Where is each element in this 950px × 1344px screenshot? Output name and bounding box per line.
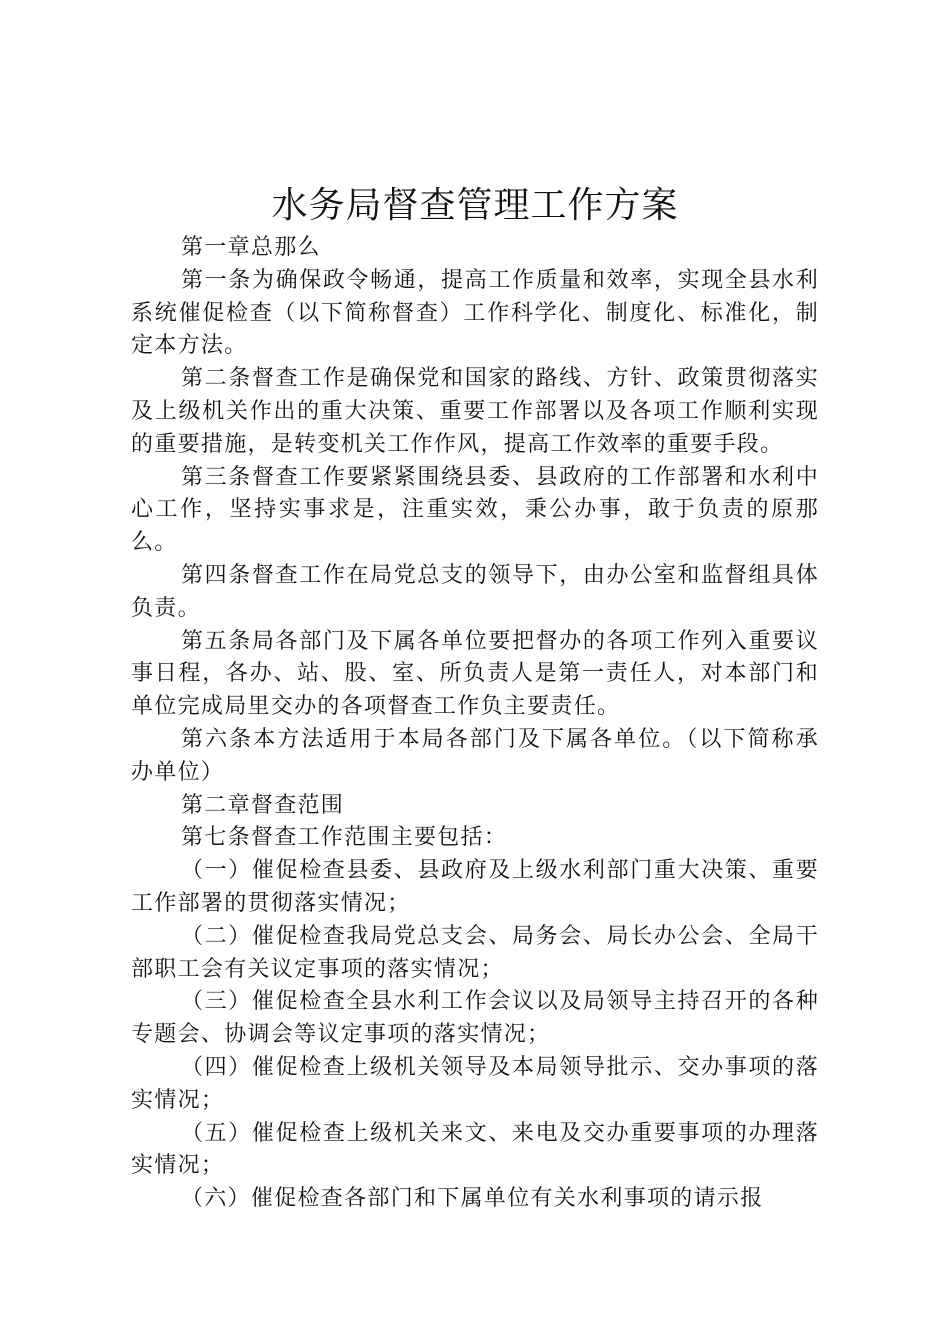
article-2: 第二条督查工作是确保党和国家的路线、方针、政策贯彻落实及上级机关作出的重大决策、重要工作部署以及各项工作顺利实现的重要措施，是转变机关工作作风，提高工作效率的重要手段。 (131, 366, 819, 457)
article-7-item-6: （六）催促检查各部门和下属单位有关水利事项的请示报 (181, 1186, 764, 1212)
article-7-item-4: （四）催促检查上级机关领导及本局领导批示、交办事项的落实情况； (131, 1054, 819, 1113)
article-5: 第五条局各部门及下属各单位要把督办的各项工作列入重要议事日程，各办、站、股、室、所负责人是第一责任人，对本部门和单位完成局里交办的各项督查工作负主要责任。 (131, 628, 819, 720)
article-6: 第六条本方法适用于本局各部门及下属各单位。（以下简称承办单位） (131, 726, 819, 785)
article-7-item-2: （二）催促检查我局党总支会、局务会、局长办公会、全局干部职工会有关议定事项的落实情况； (131, 923, 819, 982)
chapter-1-heading: 第一章总那么 (181, 235, 321, 260)
article-7-item-3: （三）催促检查全县水利工作会议以及局领导主持召开的各种专题会、协调会等议定事项的落实情况； (131, 989, 819, 1048)
document-body (131, 232, 819, 1216)
article-4: 第四条督查工作在局党总支的领导下，由办公室和监督组具体负责。 (131, 562, 819, 621)
article-1: 第一条为确保政令畅通，提高工作质量和效率，实现全县水利系统催促检查（以下简称督查）工作科学化、制度化、标准化，制定本方法。 (131, 267, 819, 359)
article-7-item-5: （五）催促检查上级机关来文、来电及交办重要事项的办理落实情况； (131, 1120, 819, 1179)
article-3: 第三条督查工作要紧紧围绕县委、县政府的工作部署和水利中心工作，坚持实事求是，注重实效，秉公办事，敢于负责的原那么。 (131, 464, 819, 556)
article-7-item-1: （一）催促检查县委、县政府及上级水利部门重大决策、重要工作部署的贯彻落实情况； (131, 858, 819, 916)
article-7: 第七条督查工作范围主要包括： (181, 825, 508, 851)
chapter-2-heading: 第二章督查范围 (181, 792, 345, 818)
document-title: 水务局督查管理工作方案 (271, 185, 679, 226)
